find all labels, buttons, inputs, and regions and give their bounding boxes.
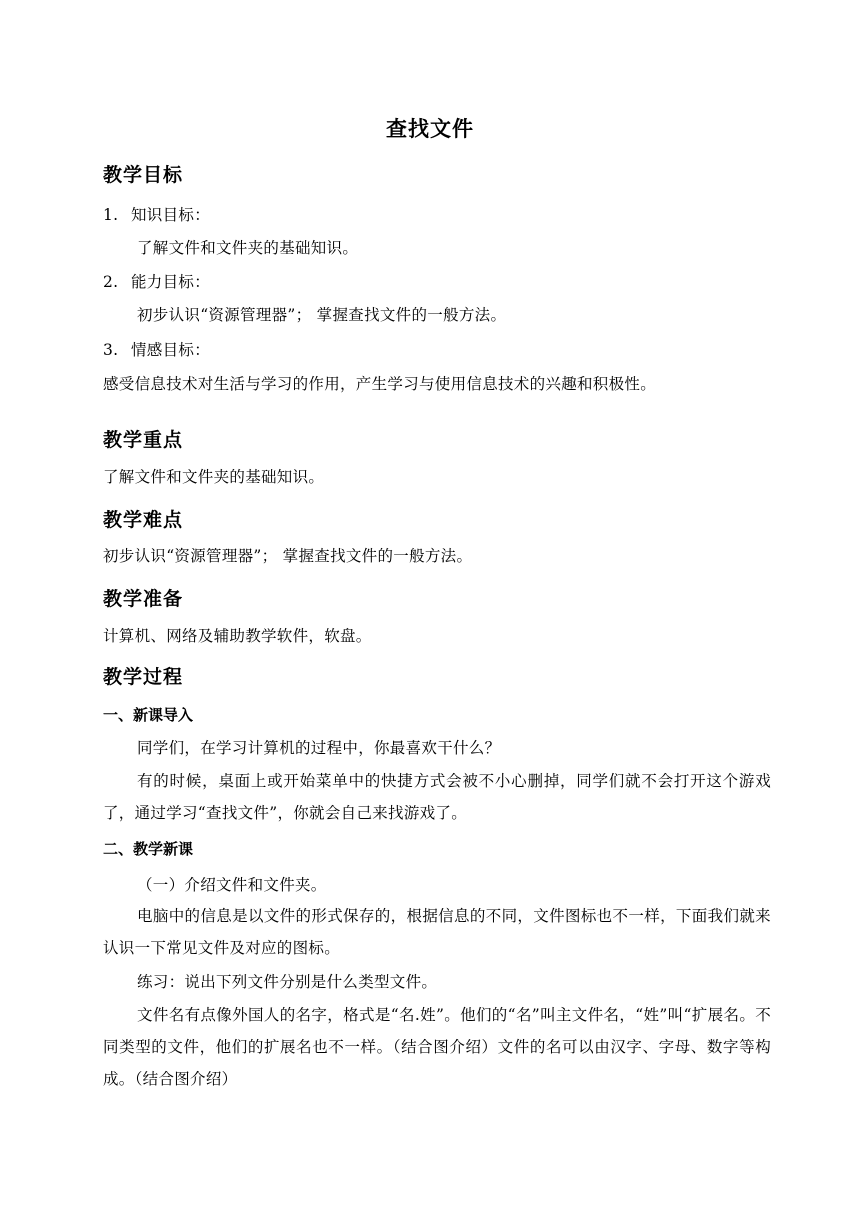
lesson-paragraph-1: 电脑中的信息是以文件的形式保存的，根据信息的不同，文件图标也不一样，下面我们就来认识一下常见文件及对应的图标。	[103, 907, 771, 957]
goal-item-1-number: 1.	[103, 206, 119, 224]
heading-new-lesson-intro: 一、新课导入	[103, 706, 194, 724]
heading-teaching-goals: 教学目标	[103, 164, 184, 186]
goal-item-3-label	[103, 338, 210, 360]
goal-item-3-title: 情感目标：	[131, 341, 211, 359]
heading-teaching-process: 教学过程	[103, 666, 184, 688]
preparation-text: 计算机、网络及辅助教学软件，软盘。	[103, 627, 372, 645]
heading-difficulties: 教学难点	[103, 509, 184, 531]
intro-paragraph-1: 同学们，在学习计算机的过程中，你最喜欢干什么？	[137, 739, 501, 757]
intro-paragraph-2: 有的时候，桌面上或开始菜单中的快捷方式会被不小心删掉，同学们就不会打开这个游戏了，通过学习“查找文件”，你就会自己来找游戏了。	[103, 772, 771, 822]
goal-item-3-text: 感受信息技术对生活与学习的作用，产生学习与使用信息技术的兴趣和积极性。	[103, 375, 657, 393]
goal-item-2-label	[103, 270, 210, 292]
goal-item-1-label	[103, 203, 210, 225]
heading-teaching-new-lesson: 二、教学新课	[103, 840, 194, 858]
heading-key-points: 教学重点	[103, 429, 184, 451]
lesson-paragraph-3: 文件名有点像外国人的名字，格式是“名.姓”。他们的“名”叫主文件名，“姓”叫“扩展名。不同类型的文件，他们的扩展名也不一样。（结合图介绍）文件的名可以由汉字、字母、数字等构成。（结合图介绍）	[103, 1006, 771, 1088]
lesson-paragraph-2: 练习：说出下列文件分别是什么类型文件。	[137, 973, 438, 991]
heading-preparation: 教学准备	[103, 588, 184, 610]
subheading-files-and-folders: （一）介绍文件和文件夹。	[137, 876, 327, 894]
goal-item-1-text: 了解文件和文件夹的基础知识。	[137, 239, 359, 257]
document-title: 查找文件	[386, 117, 474, 141]
goal-item-3-number: 3.	[103, 341, 119, 359]
difficulties-text: 初步认识“资源管理器”； 掌握查找文件的一般方法。	[103, 547, 473, 565]
goal-item-2-text: 初步认识“资源管理器”； 掌握查找文件的一般方法。	[137, 306, 507, 324]
goal-item-1-title: 知识目标：	[131, 206, 211, 224]
key-points-text: 了解文件和文件夹的基础知识。	[103, 468, 325, 486]
goal-item-2-title: 能力目标：	[131, 273, 211, 291]
goal-item-2-number: 2.	[103, 273, 119, 291]
